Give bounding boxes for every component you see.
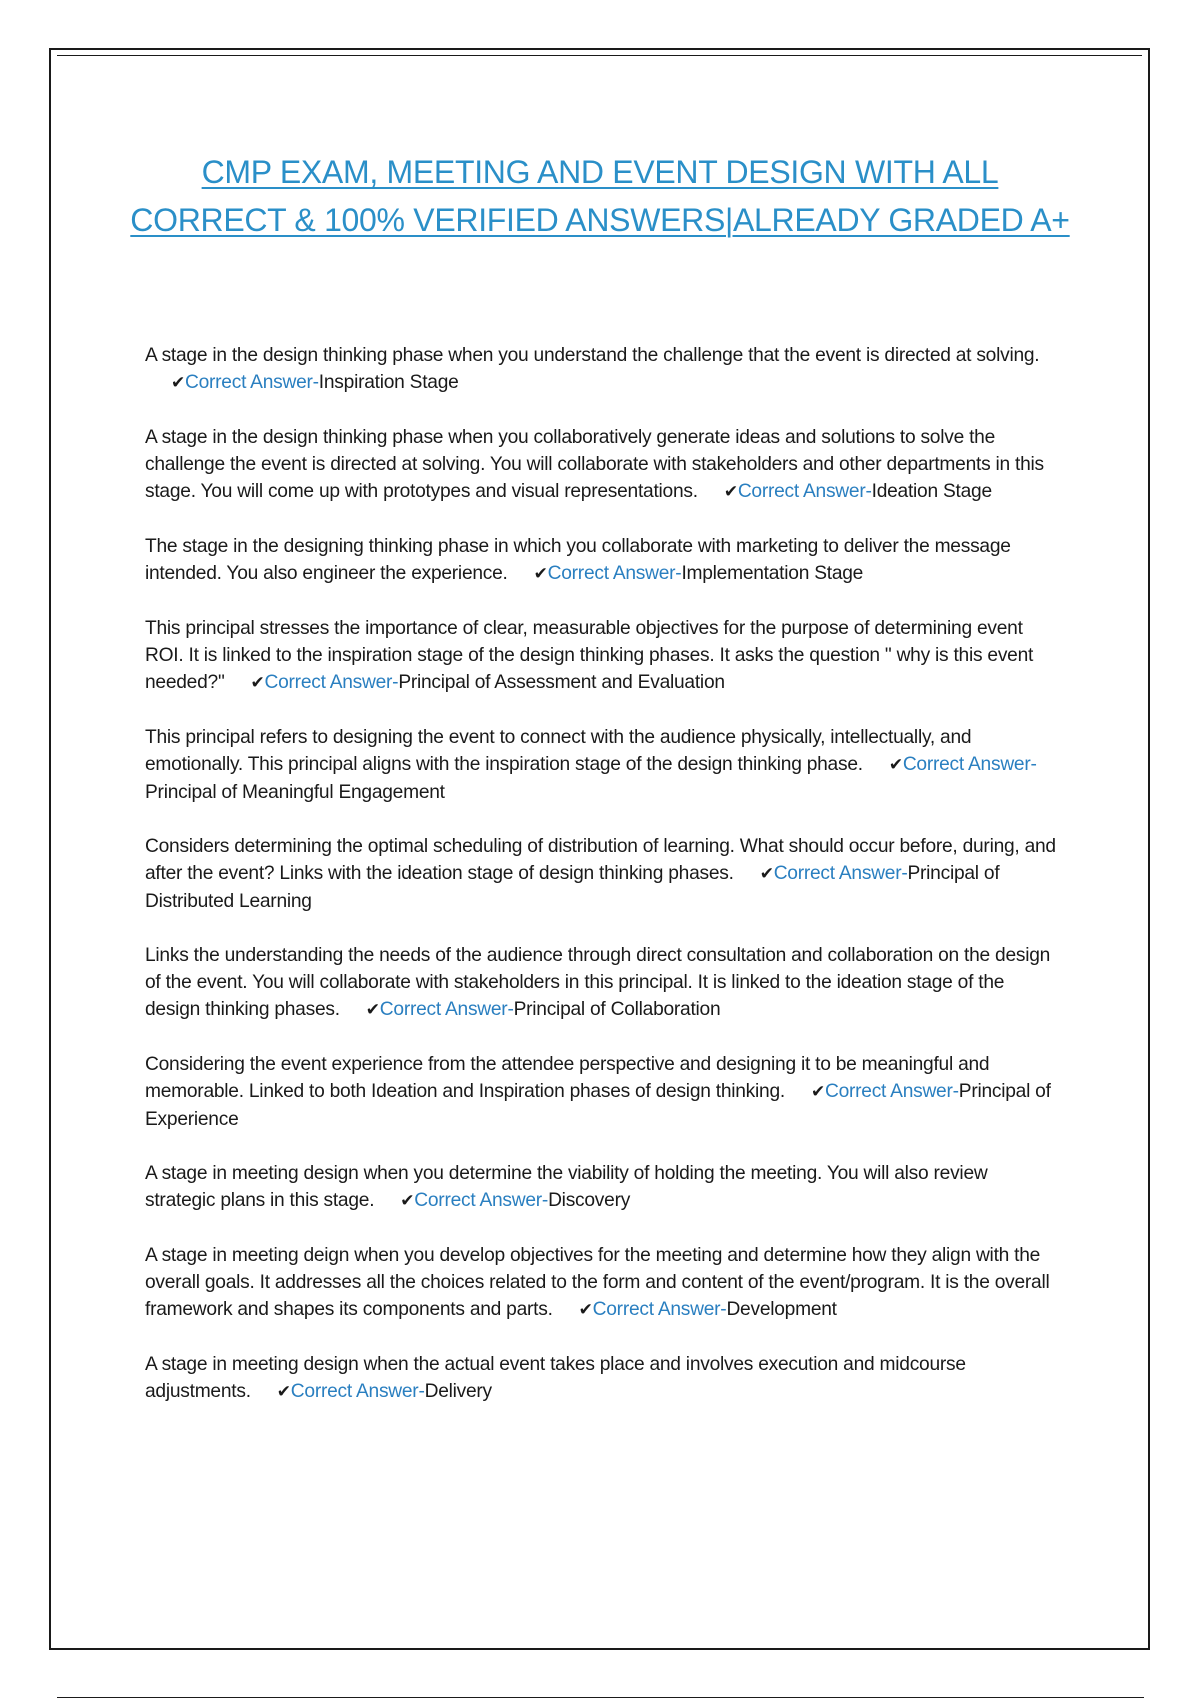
qa-item — [145, 424, 1060, 506]
check-mark-icon: ✔ — [810, 1082, 825, 1102]
check-mark-icon: ✔ — [533, 564, 548, 584]
check-mark-icon: ✔ — [171, 373, 185, 393]
check-mark-icon: ✔ — [723, 482, 738, 502]
qa-item — [145, 1242, 1060, 1324]
qa-list — [145, 342, 1060, 1433]
answer-label: Correct Answer- — [414, 1190, 549, 1211]
question-text: The stage in the designing thinking phase in which you collaborate with marketing to deliver the message intended. You also engineer the experience. — [145, 536, 1011, 584]
answer-text: Discovery — [548, 1190, 631, 1211]
answer-label: Correct Answer- — [737, 481, 872, 502]
answer-label: Correct Answer- — [185, 372, 319, 393]
bottom-rule — [57, 1697, 1144, 1698]
question-text: A stage in the design thinking phase when you collaboratively generate ideas and solutions to solve the challenge the event is directed at solving. You will collaborate with stakeholders and other departments in this stage. You will come up with prototypes and visual representations. — [145, 427, 1044, 502]
check-mark-icon: ✔ — [276, 1382, 291, 1402]
qa-item — [145, 833, 1060, 915]
qa-item — [145, 533, 1060, 588]
document-title: CMP EXAM, MEETING AND EVENT DESIGN WITH ALL CORRECT & 100% VERIFIED ANSWERS|ALREADY GRADED A+ — [130, 154, 1070, 238]
check-mark-icon: ✔ — [888, 755, 903, 775]
answer-label: Correct Answer- — [824, 1081, 959, 1102]
qa-item — [145, 942, 1060, 1024]
answer-text: Development — [726, 1299, 837, 1320]
question-text: A stage in the design thinking phase when you understand the challenge that the event is directed at solving. — [145, 345, 1040, 366]
qa-item — [145, 1051, 1060, 1133]
qa-item — [145, 615, 1060, 697]
answer-text: Principal of Collaboration — [513, 999, 721, 1020]
question-text: This principal stresses the importance of clear, measurable objectives for the purpose of determining event ROI. It is linked to the inspiration stage of the design thinking phases. It asks the question " why is this event needed?" — [145, 618, 1034, 693]
answer-text: Principal of Distributed Learning — [145, 863, 1000, 912]
answer-label: Correct Answer- — [290, 1381, 425, 1402]
answer-text: Ideation Stage — [871, 481, 992, 502]
answer-label: Correct Answer- — [547, 563, 682, 584]
answer-text: Implementation Stage — [681, 563, 864, 584]
qa-item — [145, 724, 1060, 806]
qa-item — [145, 1160, 1060, 1215]
answer-text: Principal of Meaningful Engagement — [145, 782, 445, 803]
qa-item — [145, 1351, 1060, 1406]
answer-text: Principal of Experience — [145, 1081, 1051, 1130]
answer-label: Correct Answer- — [902, 754, 1037, 775]
answer-label: Correct Answer- — [264, 672, 399, 693]
answer-text: Delivery — [424, 1381, 492, 1402]
answer-label: Correct Answer- — [773, 863, 908, 884]
question-text: This principal refers to designing the event to connect with the audience physically, intellectually, and emotionally. This principal aligns with the inspiration stage of the design thinking phase. — [145, 727, 972, 775]
answer-label: Correct Answer- — [592, 1299, 727, 1320]
question-text: Considers determining the optimal scheduling of distribution of learning. What should occur before, during, and after the event? Links with the ideation stage of design thinking phases. — [145, 836, 1056, 884]
qa-item — [145, 342, 1060, 397]
question-text: A stage in meeting deign when you develop objectives for the meeting and determine how they align with the overall goals. It addresses all the choices related to the form and content of the event/program. It is the overall framework and shapes its components and parts. — [145, 1245, 1050, 1320]
question-text: A stage in meeting design when the actual event takes place and involves execution and midcourse adjustments. — [145, 1354, 966, 1402]
question-text: A stage in meeting design when you determine the viability of holding the meeting. You will also review strategic plans in this stage. — [145, 1163, 988, 1211]
check-mark-icon: ✔ — [759, 864, 774, 884]
answer-text: Inspiration Stage — [318, 372, 459, 393]
check-mark-icon: ✔ — [400, 1191, 415, 1211]
question-text: Considering the event experience from the attendee perspective and designing it to be meaningful and memorable. Linked to both Ideation and Inspiration phases of design thinking. — [145, 1054, 990, 1102]
answer-text: Principal of Assessment and Evaluation — [398, 672, 725, 693]
answer-label: Correct Answer- — [379, 999, 514, 1020]
check-mark-icon: ✔ — [250, 673, 265, 693]
top-rule — [57, 55, 1142, 56]
check-mark-icon: ✔ — [578, 1300, 593, 1320]
question-text: Links the understanding the needs of the audience through direct consultation and collaboration on the design of the event. You will collaborate with stakeholders in this principal. It is linked to the ideation stage of the design thinking phases. — [145, 945, 1051, 1020]
check-mark-icon: ✔ — [365, 1000, 380, 1020]
